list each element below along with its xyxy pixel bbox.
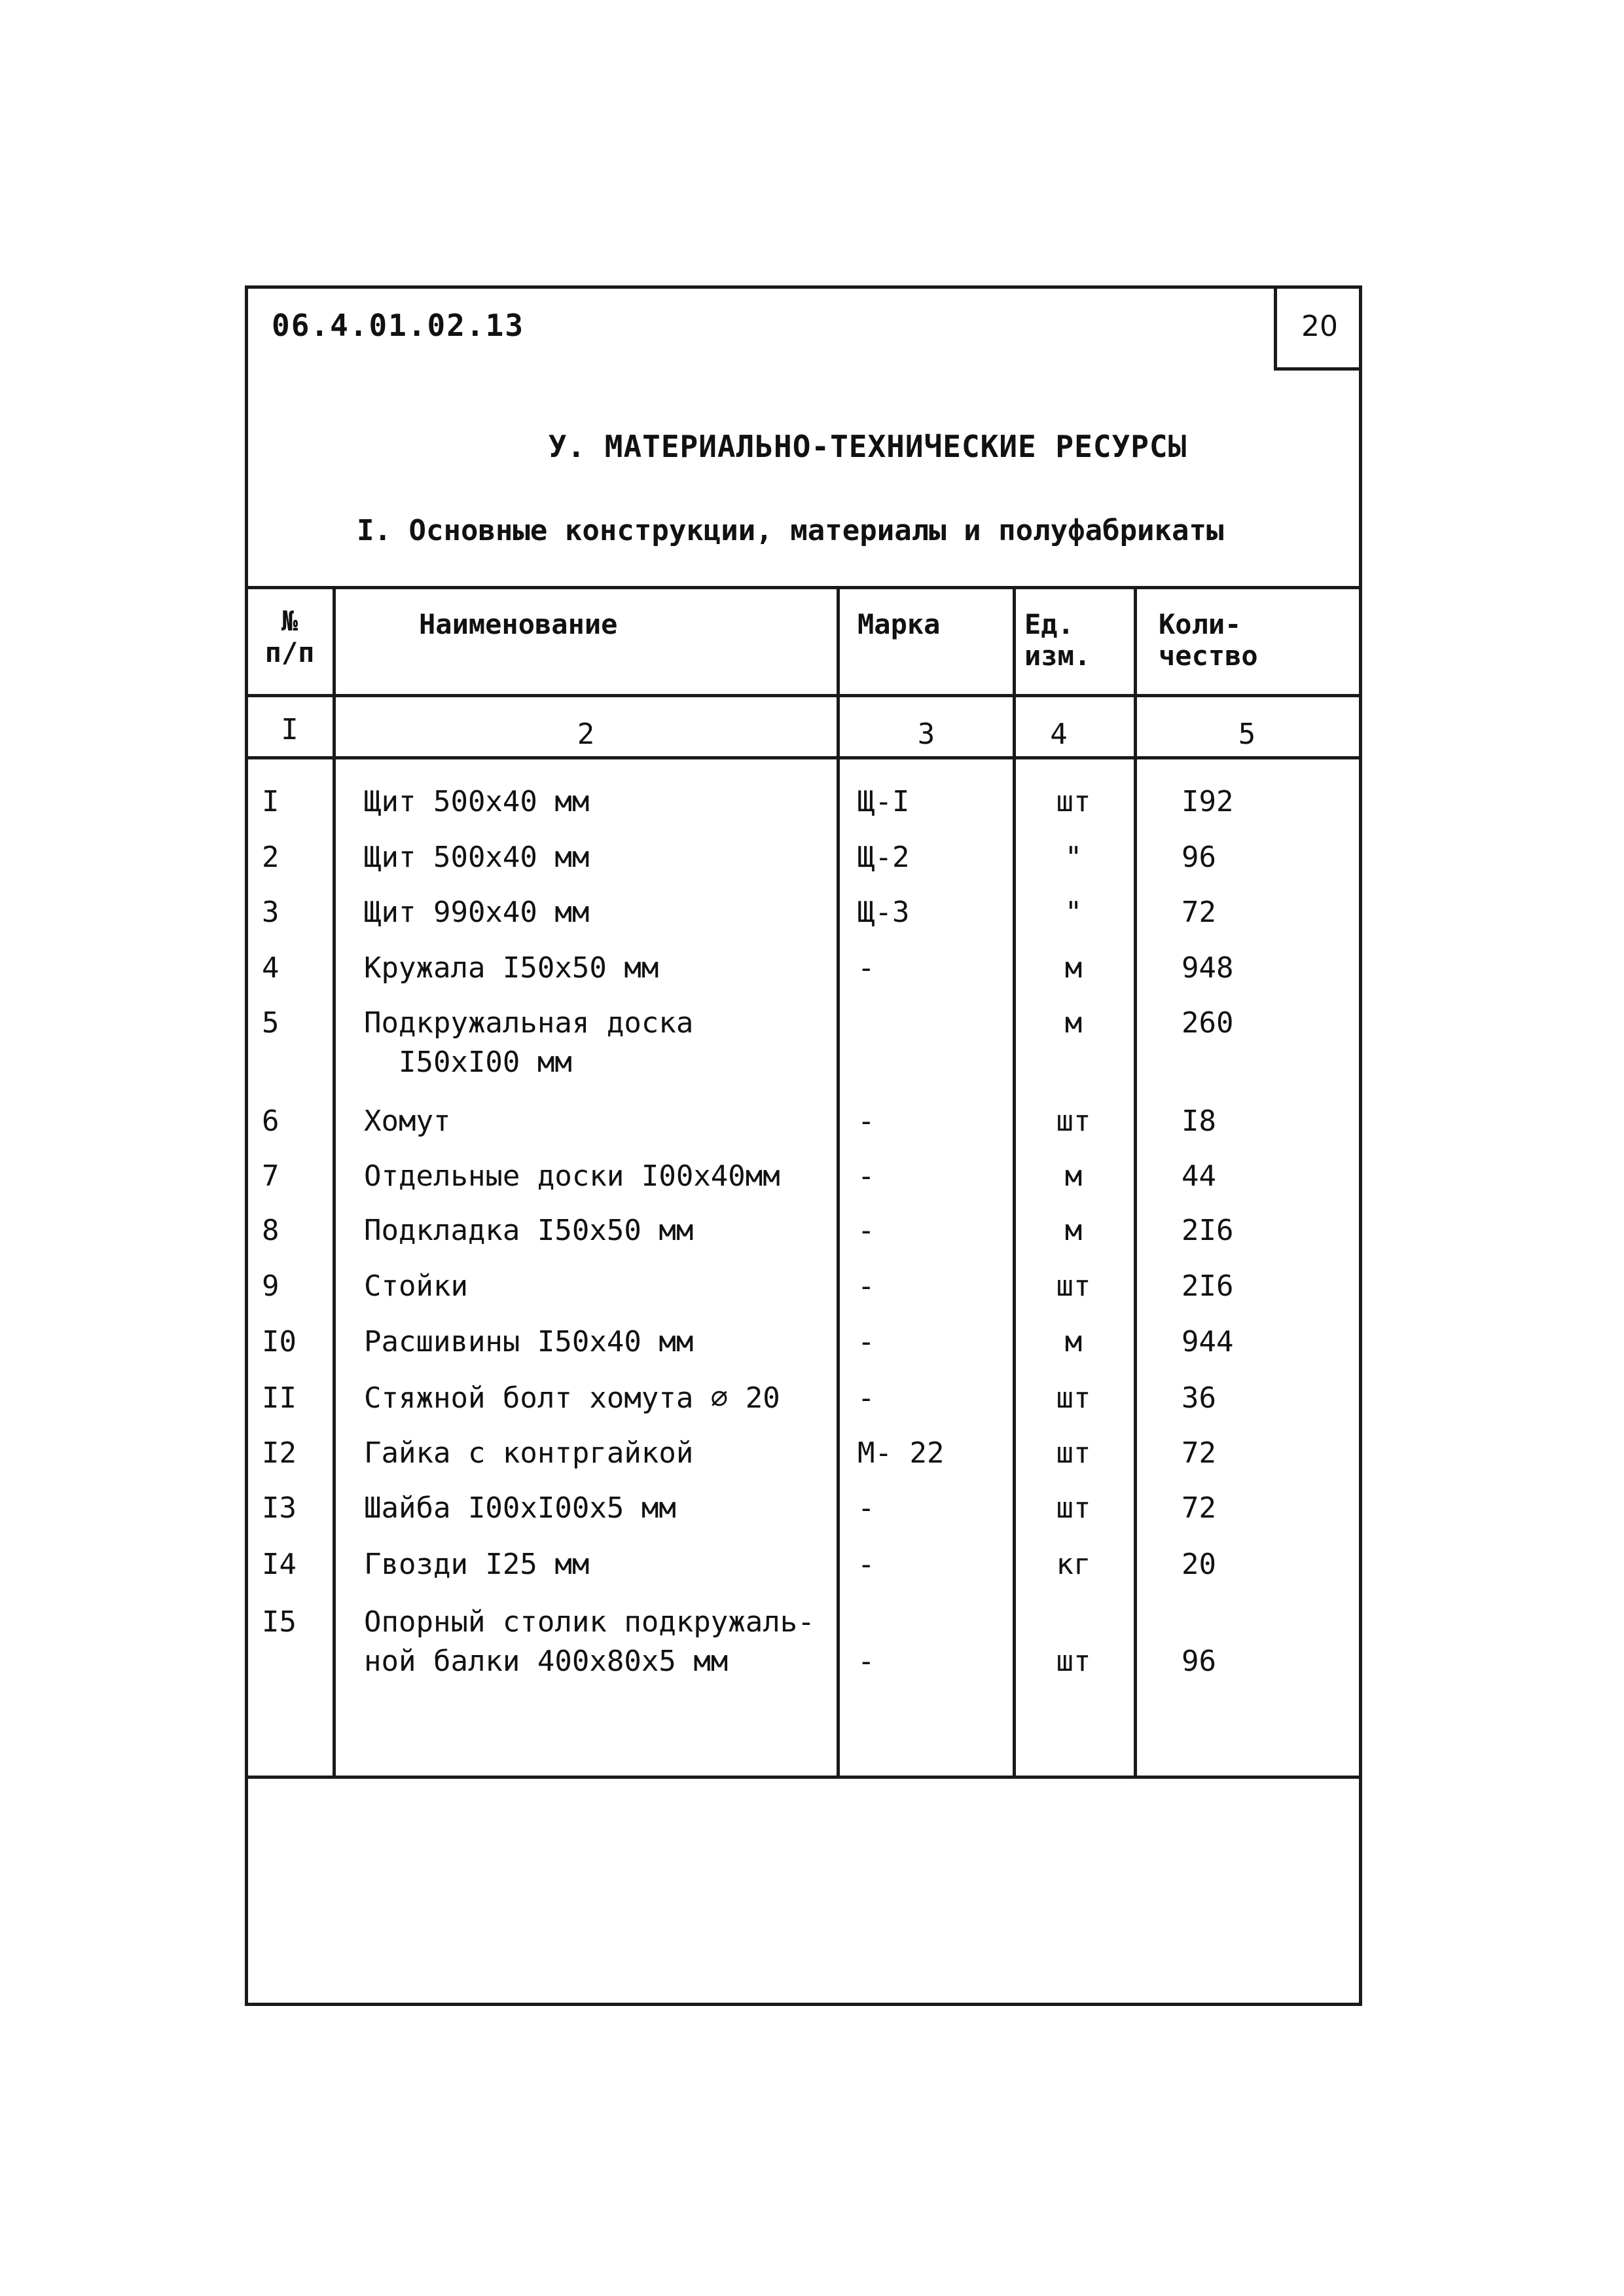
- cell-no: 4: [262, 951, 280, 985]
- cell-name: Подкладка I50х50 мм: [364, 1214, 694, 1247]
- section-title: У. МАТЕРИАЛЬНО-ТЕХНИЧЕСКИЕ РЕСУРСЫ: [548, 429, 1187, 464]
- cell-mark: Щ-2: [857, 841, 910, 874]
- cell-mark: -: [857, 1214, 875, 1247]
- cell-name: Щит 500х40 мм: [364, 841, 590, 874]
- cell-qty: I92: [1182, 785, 1234, 818]
- cell-qty: 72: [1182, 1491, 1216, 1525]
- cell-unit: ": [1064, 841, 1083, 874]
- header-unit: Ед. изм.: [1024, 608, 1091, 672]
- cell-name: Хомут: [364, 1104, 451, 1138]
- col-divider-4: [1134, 586, 1137, 1776]
- cell-no: I: [262, 785, 280, 818]
- cell-name: Гайка с контргайкой: [364, 1436, 694, 1470]
- cell-no: I0: [262, 1325, 297, 1358]
- cell-mark: М- 22: [857, 1436, 945, 1470]
- cell-qty: 2I6: [1182, 1214, 1234, 1247]
- col-divider-3: [1013, 586, 1016, 1776]
- cell-no: 6: [262, 1104, 280, 1138]
- cell-name: Стяжной болт хомута ∅ 20: [364, 1381, 780, 1415]
- cell-qty: 948: [1182, 951, 1234, 985]
- cell-no: 8: [262, 1214, 280, 1247]
- header-no: № п/п: [264, 605, 315, 668]
- cell-name: Щит 990х40 мм: [364, 896, 590, 929]
- header-qty: Коли- чество: [1159, 608, 1258, 672]
- cell-unit: шт: [1056, 1381, 1091, 1415]
- header-mark: Марка: [857, 608, 941, 640]
- cell-qty: 20: [1182, 1548, 1216, 1581]
- cell-mark: Щ-3: [857, 896, 910, 929]
- cell-no: 7: [262, 1159, 280, 1193]
- cell-no: 5: [262, 1006, 280, 1040]
- cell-unit: м: [1064, 951, 1083, 985]
- cell-name: Гвозди I25 мм: [364, 1548, 590, 1581]
- cell-mark: -: [857, 1548, 875, 1581]
- cell-no: II: [262, 1381, 297, 1415]
- cell-name: Подкружальная доска I50хI00 мм: [364, 1006, 694, 1079]
- cell-mark: -: [857, 1159, 875, 1193]
- cell-name: Расшивины I50х40 мм: [364, 1325, 694, 1358]
- cell-mark: -: [857, 1491, 875, 1525]
- cell-qty: 260: [1182, 1006, 1234, 1040]
- cell-qty: 944: [1182, 1325, 1234, 1358]
- cell-mark: -: [857, 951, 875, 985]
- colnum-3: 3: [917, 718, 935, 751]
- header-bottom-border: [245, 694, 1362, 697]
- cell-unit: шт: [1056, 1269, 1091, 1303]
- cell-unit: кг: [1056, 1548, 1091, 1581]
- cell-qty: 36: [1182, 1381, 1216, 1415]
- colnum-2: 2: [577, 718, 595, 751]
- col-divider-1: [333, 586, 336, 1776]
- cell-no: I4: [262, 1548, 297, 1581]
- cell-unit: м: [1064, 1006, 1083, 1040]
- cell-qty: I8: [1182, 1104, 1216, 1138]
- cell-unit: м: [1064, 1325, 1083, 1358]
- cell-qty: 96: [1182, 841, 1216, 874]
- cell-qty: 2I6: [1182, 1269, 1234, 1303]
- cell-unit: м: [1064, 1214, 1083, 1247]
- cell-qty: 96: [1182, 1645, 1216, 1678]
- cell-unit: шт: [1056, 785, 1091, 818]
- table-bottom-border: [245, 1776, 1362, 1779]
- subsection-title: I. Основные конструкции, материалы и полуфабрикаты: [357, 514, 1224, 547]
- cell-unit: шт: [1056, 1104, 1091, 1138]
- cell-qty: 44: [1182, 1159, 1216, 1193]
- cell-qty: 72: [1182, 896, 1216, 929]
- colnum-4: 4: [1050, 718, 1068, 751]
- cell-no: 3: [262, 896, 280, 929]
- cell-unit: шт: [1056, 1436, 1091, 1470]
- header-name: Наименование: [419, 608, 618, 640]
- cell-name: Шайба I00хI00х5 мм: [364, 1491, 676, 1525]
- cell-mark: -: [857, 1381, 875, 1415]
- cell-unit: ": [1064, 896, 1083, 929]
- cell-no: 2: [262, 841, 280, 874]
- colnum-bottom-border: [245, 756, 1362, 759]
- page-number: 20: [1274, 285, 1362, 371]
- cell-mark: -: [857, 1645, 875, 1678]
- cell-no: 9: [262, 1269, 280, 1303]
- cell-name: Отдельные доски I00х40мм: [364, 1159, 780, 1193]
- document-code: 06.4.01.02.13: [272, 308, 525, 343]
- cell-unit: шт: [1056, 1645, 1091, 1678]
- cell-qty: 72: [1182, 1436, 1216, 1470]
- cell-name: Кружала I50х50 мм: [364, 951, 659, 985]
- col-divider-2: [837, 586, 840, 1776]
- cell-mark: Щ-I: [857, 785, 910, 818]
- cell-name: Опорный столик подкружаль- ной балки 400х80х5 мм: [364, 1605, 815, 1678]
- cell-no: I3: [262, 1491, 297, 1525]
- cell-mark: -: [857, 1269, 875, 1303]
- cell-no: I2: [262, 1436, 297, 1470]
- cell-name: Щит 500х40 мм: [364, 785, 590, 818]
- cell-name: Стойки: [364, 1269, 468, 1303]
- cell-mark: -: [857, 1325, 875, 1358]
- table-top-border: [245, 586, 1362, 589]
- colnum-5: 5: [1238, 718, 1256, 751]
- cell-unit: м: [1064, 1159, 1083, 1193]
- cell-mark: -: [857, 1104, 875, 1138]
- colnum-1: I: [281, 713, 298, 746]
- cell-unit: шт: [1056, 1491, 1091, 1525]
- cell-no: I5: [262, 1605, 297, 1639]
